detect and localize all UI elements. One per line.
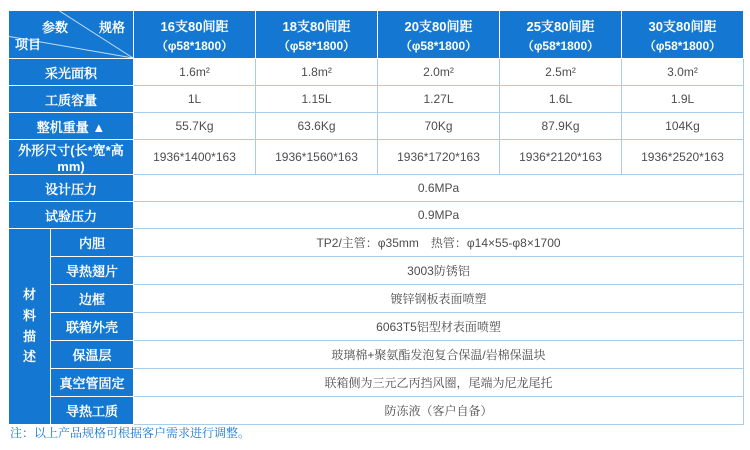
spec-cell: 2.0m² bbox=[378, 59, 500, 86]
column-header-line2: （φ58*1800） bbox=[521, 38, 600, 53]
row-sublabel: 导热工质 bbox=[51, 397, 134, 425]
row-label: 整机重量 ▲ bbox=[9, 113, 134, 140]
spec-cell: 87.9Kg bbox=[500, 113, 622, 140]
table-row-fluid-capacity bbox=[9, 86, 744, 113]
row-sublabel: 真空管固定 bbox=[51, 369, 134, 397]
spec-table-wrap bbox=[8, 10, 743, 425]
column-header-16 bbox=[134, 11, 256, 59]
spec-cell: 1.27L bbox=[378, 86, 500, 113]
table-row-dimensions bbox=[9, 140, 744, 175]
material-cell: 6063T5铝型材表面喷塑 bbox=[134, 313, 744, 341]
column-header-25 bbox=[500, 11, 622, 59]
row-label: 试验压力 bbox=[9, 202, 134, 229]
material-cell: 镀锌钢板表面喷塑 bbox=[134, 285, 744, 313]
spec-cell: 55.7Kg bbox=[134, 113, 256, 140]
spec-cell: 1936*2520*163 bbox=[622, 140, 744, 175]
material-cell: 玻璃棉+聚氨酯发泡复合保温/岩棉保温块 bbox=[134, 341, 744, 369]
row-label: 设计压力 bbox=[9, 175, 134, 202]
table-row-heat-medium bbox=[9, 397, 744, 425]
column-header-18 bbox=[256, 11, 378, 59]
column-header-30 bbox=[622, 11, 744, 59]
table-row-test-pressure bbox=[9, 202, 744, 229]
column-header-line2: （φ58*1800） bbox=[399, 38, 478, 53]
table-row-insulation bbox=[9, 341, 744, 369]
table-row-manifold-shell bbox=[9, 313, 744, 341]
row-sublabel: 导热翅片 bbox=[51, 257, 134, 285]
spec-cell: 1.8m² bbox=[256, 59, 378, 86]
spec-cell: 1.6L bbox=[500, 86, 622, 113]
row-label: 外形尺寸(长*宽*高mm) bbox=[9, 140, 134, 175]
table-row-tube-fixing bbox=[9, 369, 744, 397]
corner-header-cell bbox=[9, 11, 134, 59]
spec-cell: 1L bbox=[134, 86, 256, 113]
spec-cell: 1.15L bbox=[256, 86, 378, 113]
row-label: 工质容量 bbox=[9, 86, 134, 113]
spec-cell: 3.0m² bbox=[622, 59, 744, 86]
spec-cell: 1936*2120*163 bbox=[500, 140, 622, 175]
column-header-line1: 20支80间距 bbox=[404, 18, 473, 34]
column-header-line2: （φ58*1800） bbox=[155, 38, 234, 53]
row-sublabel: 保温层 bbox=[51, 341, 134, 369]
corner-label-item: 项目 bbox=[15, 37, 42, 52]
table-row-total-weight bbox=[9, 113, 744, 140]
table-row-lighting-area bbox=[9, 59, 744, 86]
table-row-design-pressure bbox=[9, 175, 744, 202]
spec-cell: 1936*1560*163 bbox=[256, 140, 378, 175]
column-header-line1: 25支80间距 bbox=[526, 18, 595, 34]
column-header-20 bbox=[378, 11, 500, 59]
spec-cell-merged: 0.9MPa bbox=[134, 202, 744, 229]
material-cell: 联箱侧为三元乙丙挡风圈，尾端为尼龙尾托 bbox=[134, 369, 744, 397]
material-cell: TP2/主管：φ35mm 热管：φ14×55-φ8×1700 bbox=[134, 229, 744, 257]
spec-cell: 63.6Kg bbox=[256, 113, 378, 140]
column-header-line1: 18支80间距 bbox=[282, 18, 351, 34]
spec-cell: 1.9L bbox=[622, 86, 744, 113]
material-cell: 防冻液（客户自备） bbox=[134, 397, 744, 425]
table-row-frame bbox=[9, 285, 744, 313]
material-cell: 3003防锈铝 bbox=[134, 257, 744, 285]
footnote: 注：以上产品规格可根据客户需求进行调整。 bbox=[10, 426, 251, 440]
corner-label-specification: 规格 bbox=[98, 20, 125, 35]
header-row bbox=[9, 11, 744, 59]
column-header-line1: 30支80间距 bbox=[648, 18, 717, 34]
column-header-line2: （φ58*1800） bbox=[277, 38, 356, 53]
spec-table bbox=[8, 10, 744, 425]
column-header-line2: （φ58*1800） bbox=[643, 38, 722, 53]
row-label: 采光面积 bbox=[9, 59, 134, 86]
spec-cell: 1936*1720*163 bbox=[378, 140, 500, 175]
corner-label-parameter: 参数 bbox=[42, 20, 69, 35]
spec-cell: 70Kg bbox=[378, 113, 500, 140]
table-row-inner-tank bbox=[9, 229, 744, 257]
column-header-line1: 16支80间距 bbox=[160, 18, 229, 34]
spec-cell: 1936*1400*163 bbox=[134, 140, 256, 175]
row-sublabel: 内胆 bbox=[51, 229, 134, 257]
row-sublabel: 边框 bbox=[51, 285, 134, 313]
spec-cell: 2.5m² bbox=[500, 59, 622, 86]
spec-cell-merged: 0.6MPa bbox=[134, 175, 744, 202]
spec-cell: 1.6m² bbox=[134, 59, 256, 86]
table-row-heat-fin bbox=[9, 257, 744, 285]
material-section-label: 材料描述 bbox=[9, 229, 51, 425]
row-sublabel: 联箱外壳 bbox=[51, 313, 134, 341]
spec-cell: 104Kg bbox=[622, 113, 744, 140]
